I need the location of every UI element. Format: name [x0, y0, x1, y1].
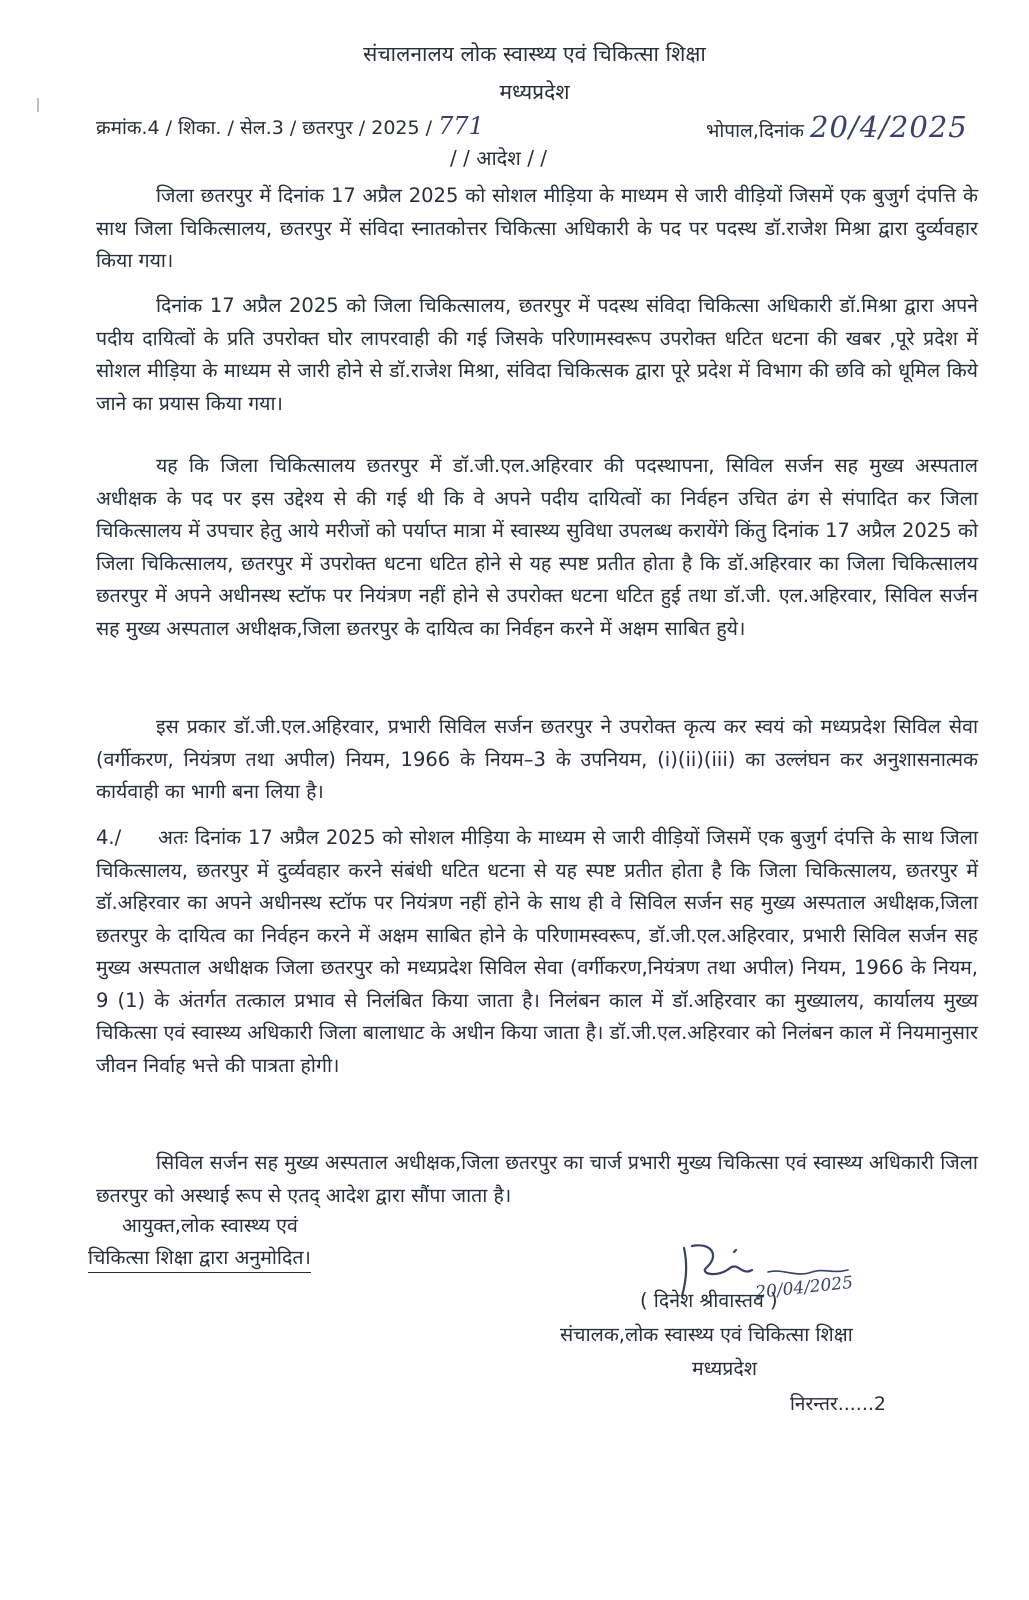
order-heading: / / आदेश / / [450, 146, 548, 170]
state-header: मध्यप्रदेश [499, 80, 570, 104]
date-handwritten: 20/4/2025 [810, 110, 968, 144]
order-number-handwritten: 771 [438, 112, 484, 140]
paragraph-5 [96, 822, 978, 1082]
paragraph-5-number: 4./ [96, 826, 122, 849]
approval-line-1: आयुक्त,लोक स्वास्थ्य एवं [122, 1214, 298, 1237]
signatory-state: मध्यप्रदेश [692, 1357, 758, 1380]
continuation-note: निरन्तर......2 [790, 1393, 887, 1415]
paragraph-5-text: अतः दिनांक 17 अप्रैल 2025 को सोशल मीड़िया के माध्यम से जारी वीड़ियों जिसमें एक बुजुर्ग दंपत्ति के साथ जिला चिकित्सालय, छतरपुर में दुर्व्यवहार करने संबंधी धटित धटना से यह स्पष्ट प्रतीत होता है कि जिला चिकित्सालय, छतरपुर में डॉ.अहिरवार का अपने अधीनस्थ स्टॉफ पर नियंत्रण नहीं होने के साथ ही वे सिविल सर्जन सह मुख्य अस्पताल अधीक्षक,जिला छतरपुर के दायित्व का निर्वहन करने में अक्षम साबित होने के परिणामस्वरूप, डॉ.जी.एल.अहिरवार, प्रभारी सिविल सर्जन सह मुख्य अस्पताल अधीक्षक जिला छतरपुर को मध्यप्रदेश सिविल सेवा (वर्गीकरण,नियंत्रण तथा अपील) नियम, 1966 के नियम, 9 (1) के अंतर्गत तत्काल प्रभाव से निलंबित किया जाता है। निलंबन काल में डॉ.अहिरवार का मुख्यालय, कार्यालय मुख्य चिकित्सा एवं स्वास्थ्य अधिकारी जिला बालाधाट के अधीन किया जाता है। डॉ.जी.एल.अहिरवार को निलंबन काल में नियमानुसार जीवन निर्वाह भत्ते की पात्रता होगी। [96, 826, 978, 1077]
signature-date: 20/04/2025 [754, 1272, 854, 1303]
paragraph-1: जिला छतरपुर में दिनांक 17 अप्रैल 2025 को सोशल मीड़िया के माध्यम से जारी वीड़ियों जिसमें एक बुजुर्ग दंपत्ति के साथ जिला चिकित्सालय, छतरपुर में संविदा स्नातकोत्तर चिकित्सा अधिकारी के पद पर पदस्थ डॉ.राजेश मिश्रा द्वारा दुर्व्यवहार किया गया। [96, 184, 978, 272]
paragraph-2: दिनांक 17 अप्रैल 2025 को जिला चिकित्सालय, छतरपुर में पदस्थ संविदा चिकित्सा अधिकारी डॉ.मिश्रा द्वारा अपने पदीय दायित्वों के प्रति उपरोक्त घोर लापरवाही की गई जिसके परिणामस्वरूप उपरोक्त धटित धटना की खबर ,पूरे प्रदेश में सोशल मीड़िया के माध्यम से जारी होने से डॉ.राजेश मिश्रा, संविदा चिकित्सक द्वारा पूरे प्रदेश में विभाग की छवि को धूमिल किये जाने का प्रयास किया गया। [96, 294, 978, 415]
approval-line-2: चिकित्सा शिक्षा द्वारा अनुमोदित। [88, 1243, 311, 1273]
office-header: संचालनालय लोक स्वास्थ्य एवं चिकित्सा शिक्षा [363, 42, 706, 66]
paragraph-6: सिविल सर्जन सह मुख्य अस्पताल अधीक्षक,जिला छतरपुर का चार्ज प्रभारी मुख्य चिकित्सा एवं स्वास्थ्य अधिकारी जिला छतरपुर को अस्थाई रूप से एतद् आदेश द्वारा सौंपा जाता है। [96, 1151, 978, 1207]
signatory-designation: संचालक,लोक स्वास्थ्य एवं चिकित्सा शिक्षा [560, 1323, 853, 1346]
place-date [706, 110, 968, 144]
signatory-name: ( दिनेश श्रीवास्तव ) [640, 1289, 778, 1312]
paragraph-3: यह कि जिला चिकित्सालय छतरपुर में डॉ.जी.एल.अहिरवार की पदस्थापना, सिविल सर्जन सह मुख्य अस्पताल अधीक्षक के पद पर इस उद्देश्य से की गई थी कि वे अपने पदीय दायित्वों का निर्वहन उचित ढंग से संपादित कर जिला चिकित्सालय में उपचार हेतु आये मरीजों को पर्याप्त मात्रा में स्वास्थ्य सुविधा उपलब्ध करायेंगे किंतु दिनांक 17 अप्रैल 2025 को जिला चिकित्सालय, छतरपुर में उपरोक्त धटना धटित होने से यह स्पष्ट प्रतीत होता है कि डॉ.अहिरवार का जिला चिकित्सालय छतरपुर में अपने अधीनस्थ स्टॉफ पर नियंत्रण नहीं होने से उपरोक्त धटना धटित हुई तथा डॉ.जी. एल.अहिरवार, सिविल सर्जन सह मुख्य अस्पताल अधीक्षक,जिला छतरपुर के दायित्व का निर्वहन करने में अक्षम साबित हुये। [96, 454, 978, 640]
order-number [96, 112, 484, 140]
place-date-label: भोपाल,दिनांक [706, 120, 804, 142]
paragraph-4: इस प्रकार डॉ.जी.एल.अहिरवार, प्रभारी सिविल सर्जन छतरपुर ने उपरोक्त कृत्य कर स्वयं को मध्यप्रदेश सिविल सेवा (वर्गीकरण, नियंत्रण तथा अपील) नियम, 1966 के नियम–3 के उपनियम, (i)(ii)(iii) का उल्लंघन कर अनुशासनात्मक कार्यवाही का भागी बना लिया है। [96, 715, 978, 803]
order-number-prefix: क्रमांक.4 / शिका. / सेल.3 / छतरपुर / 2025 / [96, 117, 433, 139]
